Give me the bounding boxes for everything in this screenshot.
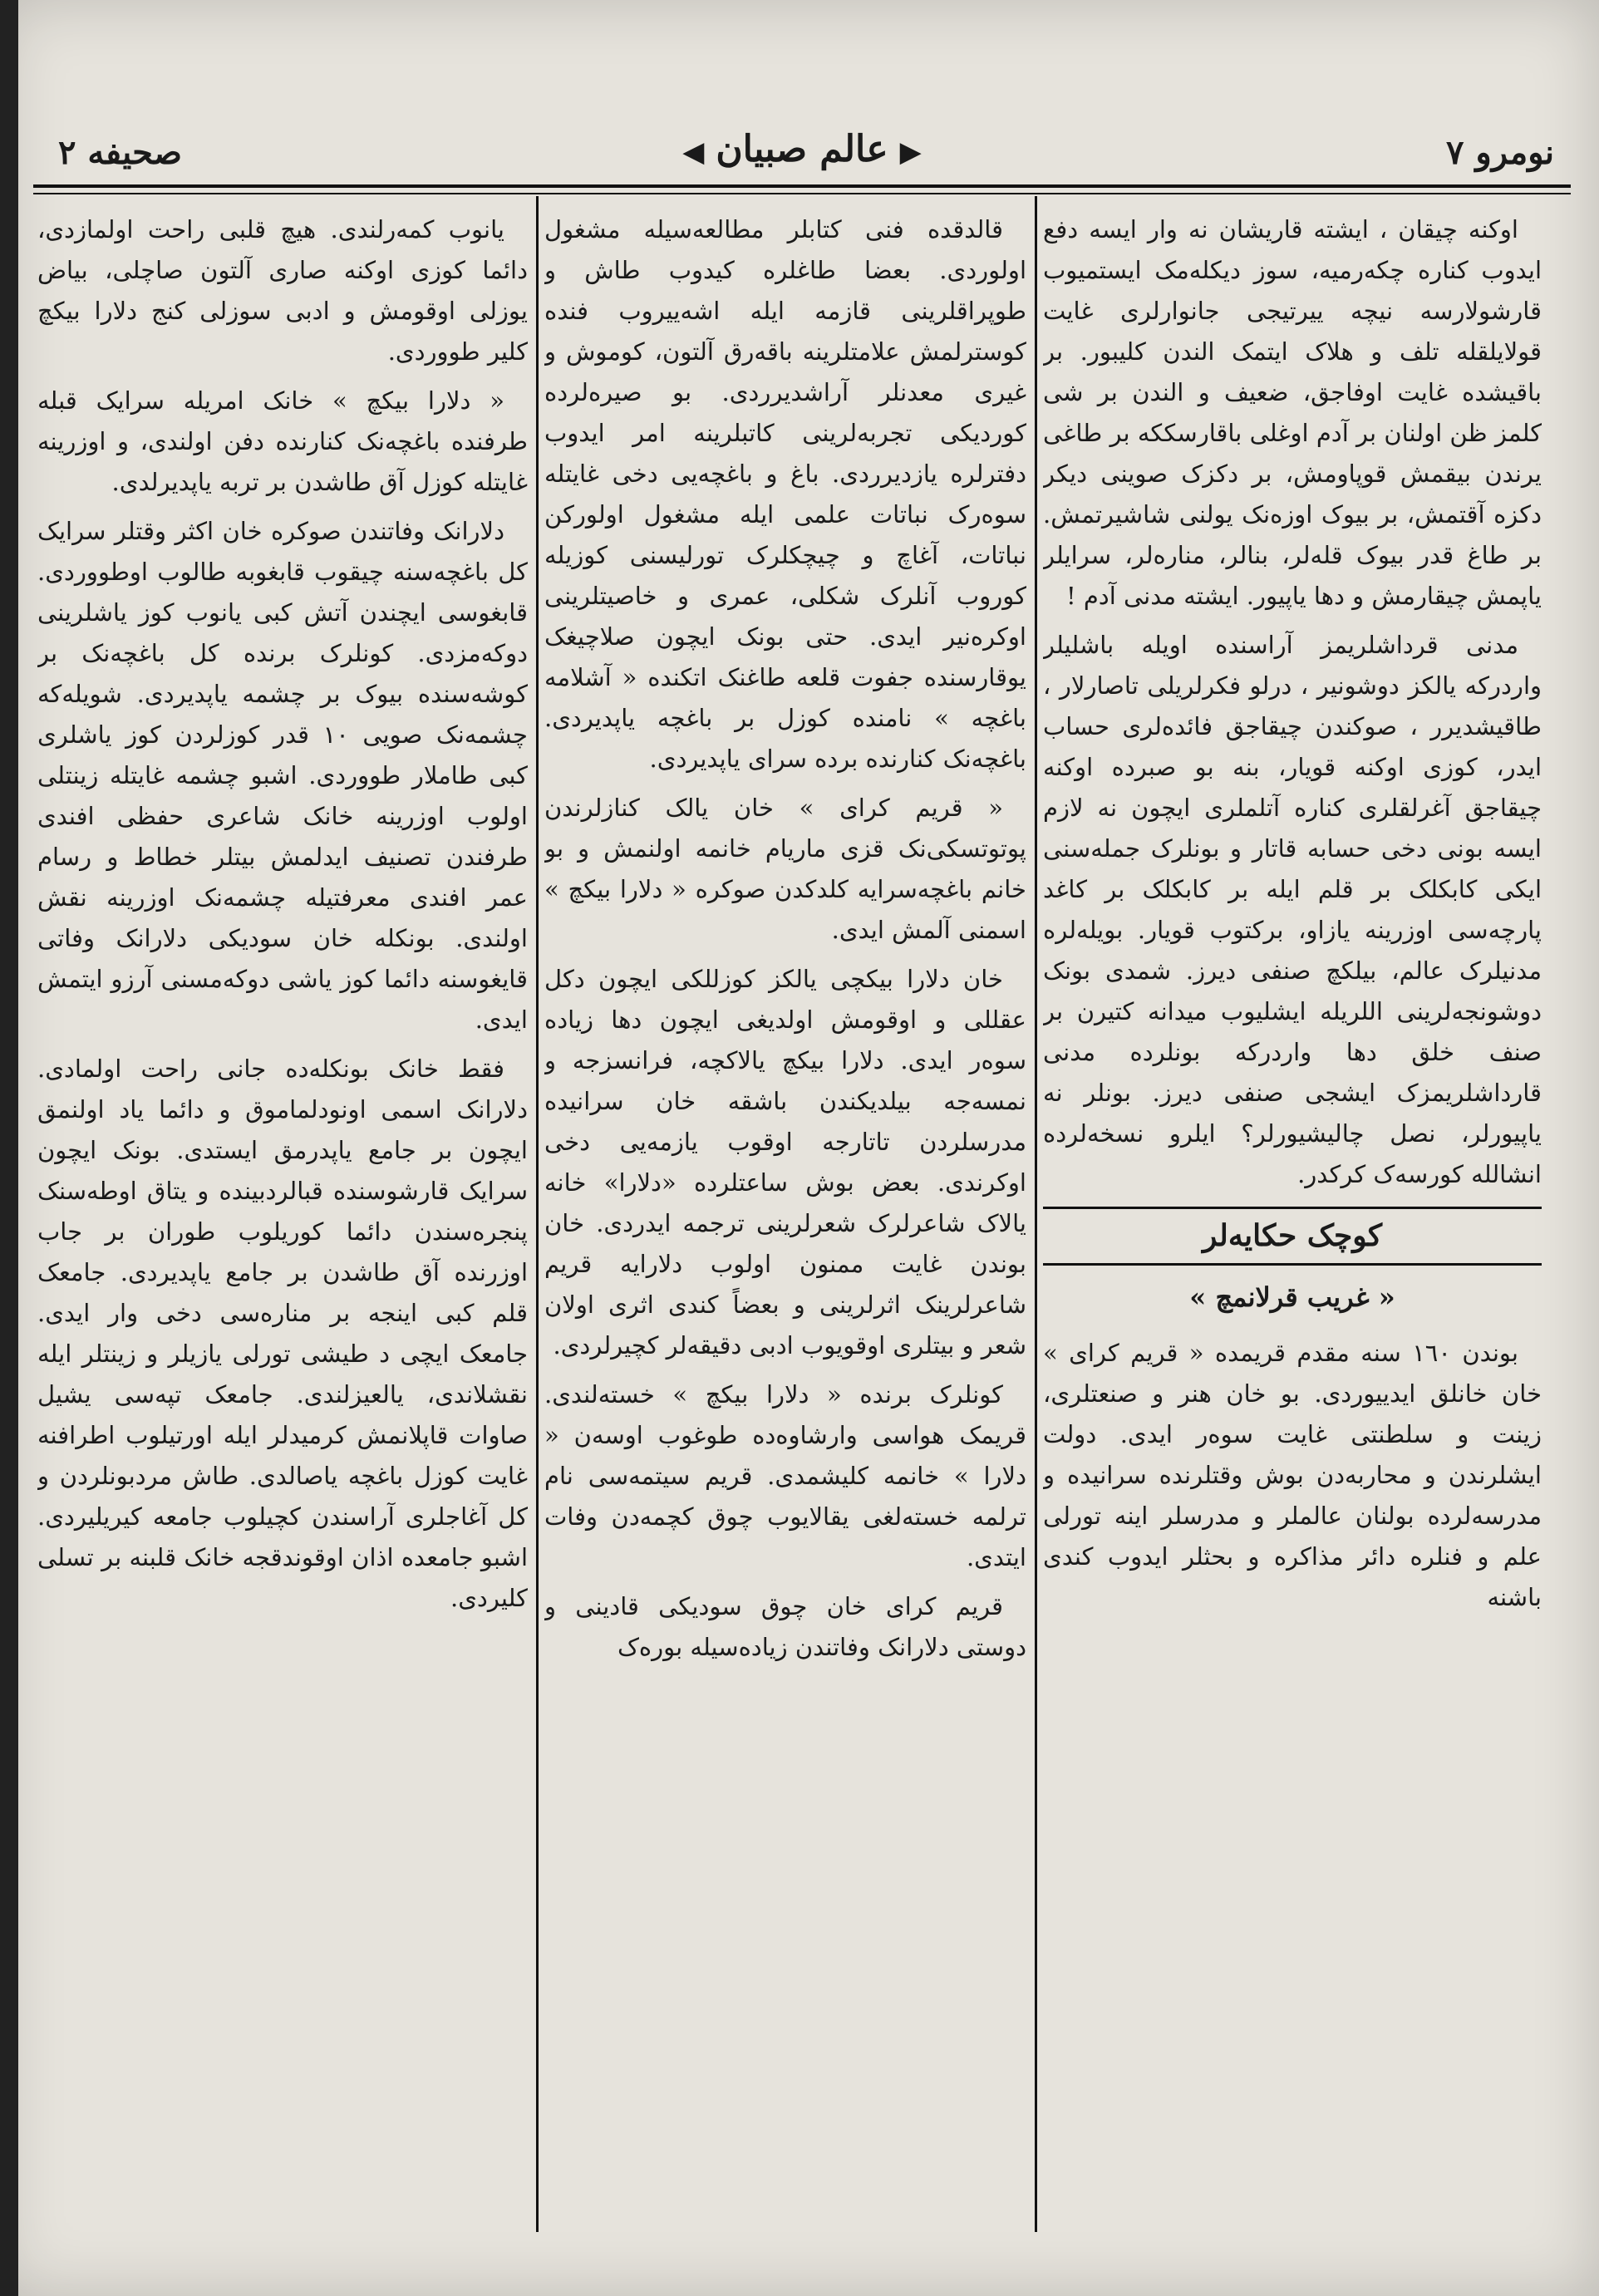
paragraph: اوکنه چیقان ، ایشته قاریشان نه وار ایسه دفع ایدوب کناره چکه‌رمیه، سوز دیکله‌مک ایستمیوب قارشولارسه نیچه ییرتیجی جانوارلری غایت قولایلقله تلف و هلاک ایتمک الندن کلیبور. بر باقیشده غایت اوفاجق، ضعیف و الندن بر شی کلمز ظن اولنان بر آدم اوغلی باقارسککه بر طاغی یرندن بیقمش قوپاومش، بر دکزک صوینی دیکر دکزه آقتمش، بر بیوک اوزه‌نک یولنی شاشیرتمش. بر طاغ قدر بیوک قله‌لر، بنالر، مناره‌لر، سرایلر یاپمش چیقارمش و دها یاپیور. ایشته مدنی آدم ! bbox=[1043, 215, 1542, 610]
paragraph: قالدقده فنی کتابلر مطالعه‌سیله مشغول اولوردی. بعضا طاغلره کیدوب طاش و طوپراقلرینی قازمه ایله اشه‌ییروب فنده کوسترلمش علامتلرینه باقه‌رق آلتون، کوموش و غیری معدنلر آراشدیرردی. بو صیره‌لرده کوردیکی تجربه‌لرینی کاتبلرینه امر ایدوب دفترلره یازدیرردی. باغ و باغچه‌یی دخی غایتله سوه‌رک نباتات علمی ایله مشغول اولورکن نباتات، آغاچ و چیچکلرک تورلیسنی کوزیله کوروب آنلرک شکلی، عمری و خاصیتلرینی اوکره‌نیر ایدی. حتی بونک ایچون صلاچیغک یوقارسنده جفوت قلعه طاغنک اتکنده « آشلامه باغچه » نامنده کوزل بر باغچه یاپدیردی. باغچه‌نک کنارنده برده سرای یاپدیردی. bbox=[544, 215, 1026, 773]
paragraph: کونلرک برنده « دلارا بیکچ » خسته‌لندی. قریمک هواسی وارشاوه‌ده طوغوب اوسه‌ن « دلارا » خانمه کلیشمدی. قریم سیتمه‌سی نام ترلمه خسته‌لغی یقالایوب چوق کچمه‌دن وفات ایتدی. bbox=[544, 1380, 1026, 1571]
paragraph: دلارانک وفاتندن صوکره خان اکثر وقتلر سرایک کل باغچه‌سنه چیقوب قابغوبه طالوب اوطووردی. قابغوسی ایچندن آتش کبی یانوب کوز یاشلرینی دوکه‌مزدی. کونلرک برنده کل باغچه‌نک بر کوشه‌سنده بیوک بر چشمه یاپدیردی. شویله‌که چشمه‌نک صویی ۱۰ قدر کوزلردن کوز یاشلری کبی طاملار طووردی. اشبو چشمه غایتله زینتلی اولوب اوزرینه خانک شاعری حفظی افندی طرفندن تصنیف ایدلمش بیتلر خطاط و رسام عمر افندی معرفتیله چشمه‌نک اوزرینه نقش اولندی. بونکله خان سودیکی دلارانک وفاتی قایغوسنه دائما کوز یاشی دوکه‌مسنی آرزو ایتمش ایدی. bbox=[37, 517, 528, 1034]
column-divider-left bbox=[536, 196, 539, 2232]
issue-number: نومرو ۷ bbox=[1445, 133, 1554, 172]
masthead-rule-thin bbox=[33, 193, 1571, 194]
paragraph: بوندن ۱٦۰ سنه مقدم قریمده « قریم کرای » خان خانلق ایدییوردی. بو خان هنر و صنعتلری، زینت و سلطنتی غایت سوه‌ر ایدی. دولت ایشلرندن و محاربه‌دن بوش وقتلرنده سرانیده و مدرسه‌لرده بولنان عالملر و مدرسلر اینه تورلی علم و فنلره دائر مذاکره و بحثلر ایدوب کندی باشنه bbox=[1043, 1339, 1542, 1611]
paragraph: خان دلارا بیکچی یالکز کوزللکی ایچون دکل عقللی و اوقومش اولدیغی ایچون دها زیاده سوه‌ر ایدی. دلارا بیکچ یالاکچه، فرانسزجه و نمسه‌جه بیلدیکندن باشقه خان سرانیده مدرسلردن تاتارجه اوقوب یازمه‌یی دخی اوکرندی. بعض بوش ساعتلرده «دلارا» خانه یالاک شاعرلرک شعرلرینی ترجمه ایدردی. خان بوندن غایت ممنون اولوب دلارایه قریم شاعرلرینک اثرلرینی و بعضاً کندی اثری اولان شعر و بیتلری اوقویوب ادبی دقیقه‌لر کچیرلردی. bbox=[544, 965, 1026, 1359]
column-divider-right bbox=[1035, 196, 1037, 2232]
ornament-right-icon: ▶ bbox=[899, 135, 922, 169]
section-heading: کوچک حکایه‌لر bbox=[1043, 1207, 1542, 1266]
paragraph: یانوب کمه‌رلندی. هیچ قلبی راحت اولمازدی، دائما کوزی اوکنه صاری آلتون صاچلی، بیاض یوزلی اوقومش و ادبی سوزلی کنج دلارا بیکچ کلیر طووردی. bbox=[37, 215, 528, 366]
page-number: صحیفه ۲ bbox=[58, 133, 182, 172]
newspaper-title bbox=[671, 128, 933, 170]
story-title: « غریب قرلانمچ » bbox=[1189, 1281, 1395, 1313]
column-left bbox=[37, 209, 528, 2220]
paragraph: فقط خانک بونکله‌ده جانی راحت اولمادی. دلارانک اسمی اونودلماموق و دائما یاد اولنمق ایچون بر جامع یاپدرمق ایستدی. بونک ایچون سرایک قارشوسنده قبالردبینده و یتاق اوطه‌سنک پنجره‌سندن دائما کوریلوب طوران بر جاب اوزرنده آق طاشدن بر جامع یاپدیردی. جامعک قلم کبی اینجه بر مناره‌سی دخی وار ایدی. جامعک ایچی د طیشی تورلی یازیلر و زینتلر ایله نقشلاندی، یالعیزلندی. جامعک تپه‌سی یشیل صاوات قاپلانمش کرمیدلر ایله اورتیلوب اطرافنه غایت کوزل باغچه یاصالدی. طاش مردبونلردن و کل آغاجلری آراسندن کچیلوب جامعه کیریلیردی. اشبو جامعده اذان اوقوندقجه خانک قلبنه بر تسلی کلیردی. bbox=[37, 1055, 528, 1612]
scan-border bbox=[0, 0, 18, 2296]
column-right bbox=[1043, 209, 1542, 2220]
paragraph: مدنی قرداشلریمز آراسنده اویله باشلیلر واردرکه یالکز دوشونیر ، درلو فکرلریلی تاصارلار ، طاقیشدیرر ، صوکندن چیقاجق فائده‌لری حساب ایدر، کوزی اوکنه قویار، بنه بو صبرده اوکنه چیقاجق آغرلقلری کناره آتلملری ایچون نه لازم ایسه بونی دخی حسابه قاتار و بونلرک جمله‌سنی ایکی کابکلک بر قلم ایله بر کابکلک بر کاغد پارچه‌سی اوزرینه یازاو، برکتوب قویار. بویله‌لره مدنیلرک عالم، بیلکچ صنفی دیرز. شمدی بونک دوشونجه‌لرینی اللریله ایشلیوب میدانه کتیرن بر صنف خلق دها واردرکه بونلرده مدنی قارداشلریمزک ایشجی صنفی دیرز. بونلر نه یاپیورلر، نصل چالیشیورلر؟ ایلرو نسخه‌لرده انشالله کورسه‌ک کرکدر. bbox=[1043, 631, 1542, 1188]
paragraph: « قریم کرای » خان یالک کنازلرندن پوتوتسکی‌نک قزی ماریام خانمه اولنمش و بو خانم باغچه‌سرایه کلدکدن صوکره « دلارا بیکچ » اسمنی آلمش ایدی. bbox=[544, 794, 1026, 944]
masthead-rule bbox=[33, 184, 1571, 188]
ornament-left-icon: ◀ bbox=[682, 135, 705, 169]
title-text: عالم صبیان bbox=[716, 128, 888, 170]
column-middle bbox=[544, 209, 1026, 2220]
masthead bbox=[33, 116, 1571, 183]
paragraph: قریم کرای خان چوق سودیکی قادینی و دوستی دلارانک وفاتندن زیاده‌سیله بوره‌ک bbox=[544, 1592, 1026, 1661]
paragraph: « دلارا بیکچ » خانک امریله سرایک قبله طرفنده باغچه‌نک کنارنده دفن اولندی، و اوزرینه غایتله کوزل آق طاشدن بر تربه یاپدیرلدی. bbox=[37, 386, 528, 496]
